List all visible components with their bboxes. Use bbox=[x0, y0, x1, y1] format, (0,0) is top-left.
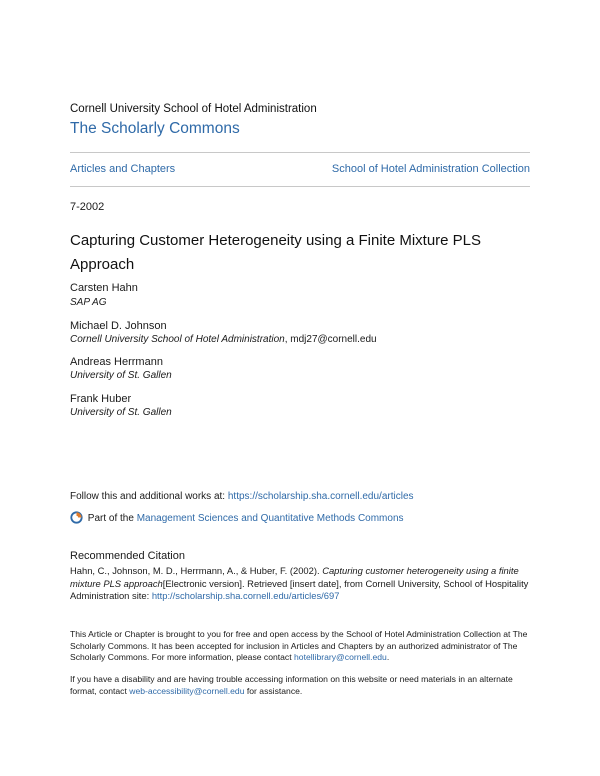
accessibility-end: for assistance. bbox=[246, 685, 303, 696]
author-affiliation: University of St. Gallen bbox=[70, 370, 172, 381]
access-notice bbox=[70, 629, 540, 664]
author-email: mdj27@cornell.edu bbox=[290, 334, 377, 345]
author-affiliation: SAP AG bbox=[70, 297, 107, 308]
institution-name: Cornell University School of Hotel Administration bbox=[70, 103, 317, 115]
accessibility-notice bbox=[70, 674, 540, 697]
publication-date: 7-2002 bbox=[70, 201, 105, 213]
accessibility-email-link[interactable]: web-accessibility@cornell.edu bbox=[129, 685, 245, 696]
follow-prefix: Follow this and additional works at: bbox=[70, 491, 226, 502]
part-of-prefix: Part of the bbox=[87, 513, 134, 524]
part-of-line bbox=[70, 511, 404, 524]
follow-url-link[interactable]: https://scholarship.sha.cornell.edu/articles bbox=[227, 491, 414, 502]
repository-link[interactable]: The Scholarly Commons bbox=[70, 120, 240, 137]
citation-text bbox=[70, 565, 540, 603]
author-name: Michael D. Johnson bbox=[70, 320, 167, 332]
document-title: Capturing Customer Heterogeneity using a Finite Mixture PLS Approach bbox=[70, 232, 482, 273]
citation-title: Capturing customer heterogeneity using a finite mixture PLS approach bbox=[70, 565, 519, 589]
notice-email-link[interactable]: hotellibrary@cornell.edu bbox=[294, 652, 387, 662]
bottom-divider bbox=[70, 186, 530, 187]
author-affiliation: University of St. Gallen bbox=[70, 407, 172, 418]
top-divider bbox=[70, 152, 530, 153]
follow-line bbox=[70, 491, 414, 502]
notice-end: . bbox=[386, 652, 390, 662]
citation-retrieval: [Electronic version]. Retrieved [insert date], from Cornell University, School of Hospitality Administration site: bbox=[70, 577, 529, 601]
notice-text: This Article or Chapter is brought to you for free and open access by the School of Hotel Administration Collection at The Scholarly Commons. It has been accepted for inclusion in Articles and Chapters by an authorized administrator of The Scholarly Commons. For more information, please contact bbox=[70, 629, 528, 662]
collection-link[interactable]: School of Hotel Administration Collection bbox=[331, 163, 530, 175]
author-name: Andreas Herrmann bbox=[70, 356, 163, 368]
author-name: Carsten Hahn bbox=[70, 282, 138, 294]
citation-heading: Recommended Citation bbox=[70, 550, 185, 562]
author-name: Frank Huber bbox=[70, 393, 132, 405]
author-affiliation-line: Cornell University School of Hotel Administration, mdj27@cornell.edu bbox=[70, 334, 377, 345]
accessibility-text: If you have a disability and are having trouble accessing information on this website or need materials in an alternate format, contact bbox=[70, 674, 513, 696]
author-affiliation: Cornell University School of Hotel Administration bbox=[70, 334, 285, 345]
citation-url-link[interactable]: http://scholarship.sha.cornell.edu/articles/697 bbox=[151, 590, 340, 601]
open-access-icon bbox=[70, 511, 83, 524]
citation-authors: Hahn, C., Johnson, M. D., Herrmann, A., & Huber, F. (2002). bbox=[70, 565, 320, 576]
articles-chapters-link[interactable]: Articles and Chapters bbox=[70, 163, 176, 175]
commons-link[interactable]: Management Sciences and Quantitative Methods Commons bbox=[136, 513, 404, 524]
